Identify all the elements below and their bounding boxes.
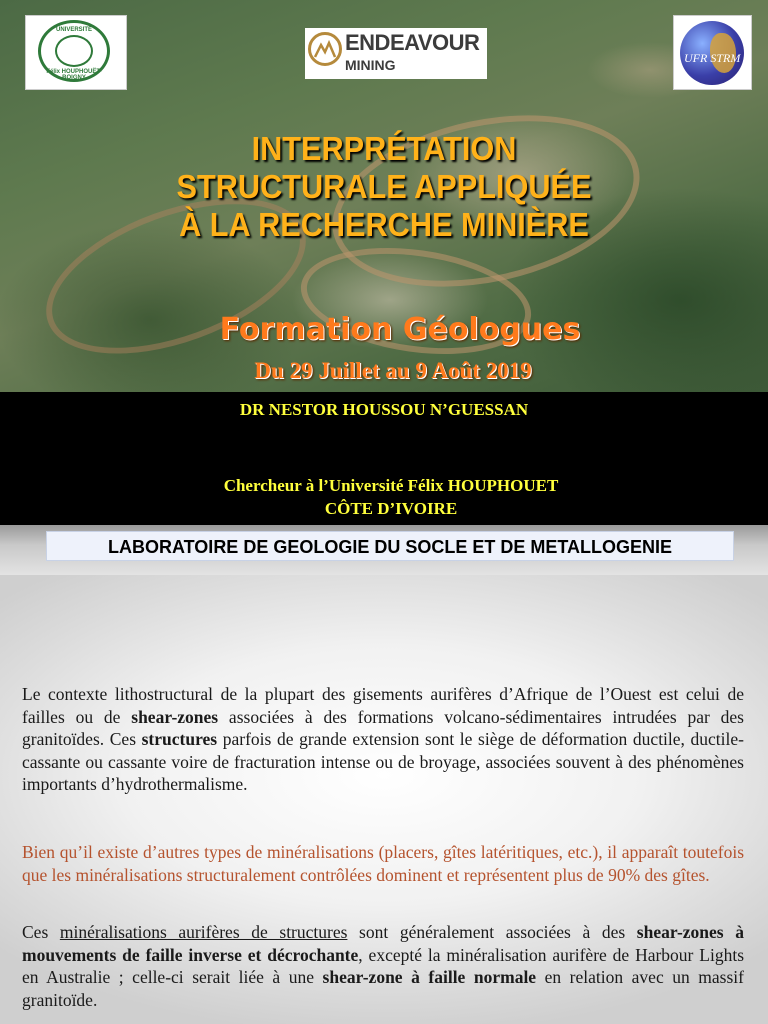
paragraph-text: , excepté la minéralisation aurifère de Harbour Lights en Australie ; celle-ci serait liée à une bbox=[22, 944, 745, 987]
page-title bbox=[111, 130, 658, 244]
paragraph-text: associées à des formations volcano-sédimentaires intrudées par des granitoïdes. Ces bbox=[22, 706, 744, 749]
author-name: DR NESTOR HOUSSOU N’GUESSAN bbox=[239, 400, 529, 419]
lab-strip bbox=[0, 525, 768, 575]
ufr-strm-logo bbox=[673, 15, 752, 90]
paragraph-text: Ces bbox=[22, 922, 60, 942]
aerial-mine-photo-banner bbox=[0, 0, 768, 392]
bold-term-reverse-fault: shear-zones à mouvements de faille inverse et décrochante bbox=[22, 922, 744, 965]
author-band bbox=[0, 392, 768, 525]
university-logo bbox=[25, 15, 127, 90]
bold-term-structures: structures bbox=[141, 729, 218, 749]
lab-banner bbox=[46, 531, 734, 561]
endeavour-mountain-icon bbox=[308, 32, 342, 66]
endeavour-wordmark: ENDEAVOUR bbox=[345, 30, 480, 55]
university-seal-top-text: UNIVERSITÉ bbox=[55, 27, 92, 33]
paragraph-text: parfois de grande extension sont le siège de déformation ductile, ductile-cassante ou cassante voire de fracturation intense ou de broyage, associées souvent à des phénomènes importants d’hydrothermalisme. bbox=[22, 729, 744, 794]
bold-term-shear-zones: shear-zones bbox=[131, 706, 219, 727]
globe-icon bbox=[680, 21, 744, 85]
ufr-strm-text: UFR STRM bbox=[684, 51, 741, 65]
title-line-3: À LA RECHERCHE MINIÈRE bbox=[179, 206, 589, 243]
bold-term-normal-fault: shear-zone à faille normale bbox=[322, 967, 537, 987]
mining-wordmark: MINING bbox=[345, 57, 396, 73]
title-line-2: STRUCTURALE APPLIQUÉE bbox=[176, 168, 592, 205]
paragraph-text: en relation avec un massif granitoïde. bbox=[22, 967, 744, 1010]
lab-name: LABORATOIRE DE GEOLOGIE DU SOCLE ET DE METALLOGENIE bbox=[107, 537, 673, 557]
training-subtitle: Formation Géologues bbox=[219, 312, 581, 347]
paragraph-context bbox=[22, 683, 744, 796]
body-text-area bbox=[0, 575, 768, 1024]
university-seal-icon bbox=[38, 20, 110, 82]
endeavour-mining-logo bbox=[305, 28, 487, 79]
paragraph-text: sont généralement associées à des bbox=[347, 922, 637, 942]
training-dates: Du 29 Juillet au 9 Août 2019 bbox=[254, 358, 532, 383]
paragraph-mineralisation-types: Bien qu’il existe d’autres types de minéralisations (placers, gîtes latéritiques, etc.), il apparaît toutefois que les minéralisations structuralement contrôlées dominent et représentent plus de 90% des gîtes. bbox=[22, 842, 744, 885]
author-affiliation: Chercheur à l’Université Félix HOUPHOUET bbox=[223, 476, 559, 495]
title-line-1: INTERPRÉTATION bbox=[251, 130, 517, 167]
paragraph-shear-zones bbox=[22, 921, 744, 1011]
paragraph-text: Le contexte lithostructural de la plupart des gisements aurifères d’Afrique de l’Ouest est celui de failles ou de bbox=[22, 684, 744, 727]
university-seal-bottom-text: Félix HOUPHOUËT-BOIGNY bbox=[46, 69, 102, 81]
author-country: CÔTE D’IVOIRE bbox=[324, 499, 458, 518]
underlined-term: minéralisations aurifères de structures bbox=[59, 922, 348, 942]
